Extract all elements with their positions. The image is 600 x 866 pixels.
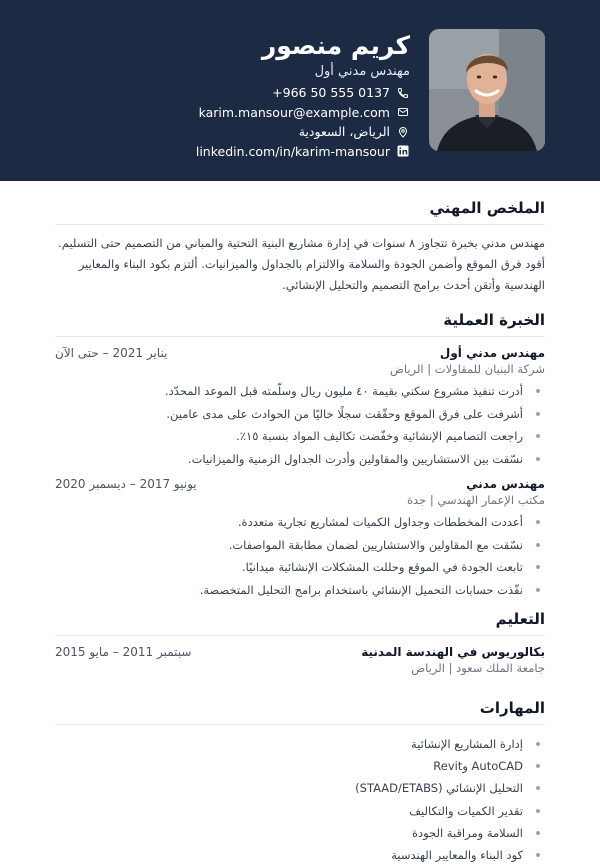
list-item: راجعت التصاميم الإنشائية وخفّضت تكاليف المواد بنسبة ١٥٪. xyxy=(55,425,545,448)
location-icon xyxy=(396,125,410,139)
resume-header xyxy=(0,0,600,181)
job-date: يونيو 2017 – ديسمبر 2020 xyxy=(55,477,197,491)
list-item: السلامة ومراقبة الجودة xyxy=(55,822,545,844)
person-role: مهندس مدني أول xyxy=(314,64,410,79)
summary-section xyxy=(55,198,545,296)
contact-location-text: الرياض، السعودية xyxy=(298,124,390,140)
list-item: تقدير الكميات والتكاليف xyxy=(55,800,545,822)
profile-photo xyxy=(429,29,545,151)
linkedin-icon xyxy=(396,144,410,158)
experience-title: الخبرة العملية xyxy=(55,310,545,337)
contact-linkedin[interactable] xyxy=(196,142,410,162)
phone-icon xyxy=(396,86,410,100)
job-entry xyxy=(55,476,545,601)
list-item: أدرت تنفيذ مشروع سكني بقيمة ٤٠ مليون ريال وسلّمته قبل الموعد المحدّد. xyxy=(55,380,545,403)
list-item: AutoCAD وRevit xyxy=(55,755,545,777)
list-item: نسّقت بين الاستشاريين والمقاولين وأدرت الجداول الزمنية والميزانيات. xyxy=(55,448,545,471)
contact-email-text: karim.mansour@example.com xyxy=(198,104,390,120)
degree-title: بكالوريوس في الهندسة المدنية xyxy=(361,645,545,659)
summary-text: مهندس مدني بخبرة تتجاوز ٨ سنوات في إدارة مشاريع البنية التحتية والمباني من التصميم حتى التسليم. أقود فرق الموقع وأضمن الجودة والسلامة والالتزام بالجداول والميزانيات. ألتزم بكود البناء والمعايير الهندسية وأتقن أحدث برامج التصميم والتحليل الإنشائي. xyxy=(58,236,545,292)
job-title: مهندس مدني xyxy=(466,477,545,491)
contact-phone[interactable] xyxy=(196,83,410,103)
list-item: كود البناء والمعايير الهندسية xyxy=(55,844,545,866)
person-name: كريم منصور xyxy=(261,31,410,60)
job-title: مهندس مدني أول xyxy=(439,346,545,360)
contact-linkedin-text: linkedin.com/in/karim-mansour xyxy=(195,143,390,159)
list-item: التحليل الإنشائي (STAAD/ETABS) xyxy=(55,777,545,799)
education-title: التعليم xyxy=(55,609,545,636)
job-entry xyxy=(55,345,545,470)
contact-phone-text: +966 50 555 0137 xyxy=(272,85,390,101)
education-section xyxy=(55,609,545,676)
job-bullets xyxy=(55,380,545,470)
job-bullets xyxy=(55,511,545,601)
list-item: أشرفت على فرق الموقع وحقّقت سجلًا خاليًا من الحوادث على مدى عامين. xyxy=(55,403,545,426)
education-date: سبتمبر 2011 – مايو 2015 xyxy=(55,645,192,659)
summary-title: الملخص المهني xyxy=(55,198,545,225)
header-text xyxy=(196,30,410,161)
email-icon xyxy=(396,105,410,119)
list-item: أعددت المخططات وجداول الكميات لمشاريع تجارية متعددة. xyxy=(55,511,545,534)
list-item: نفّذت حسابات التحميل الإنشائي باستخدام برامج التحليل المتخصصة. xyxy=(55,579,545,602)
list-item: تابعت الجودة في الموقع وحللت المشكلات الإنشائية ميدانيًا. xyxy=(55,556,545,579)
skills-list xyxy=(55,733,545,866)
skills-section xyxy=(55,698,545,866)
job-company: مكتب الإعمار الهندسي | جدة xyxy=(407,493,545,507)
skills-title: المهارات xyxy=(55,698,545,725)
contact-location xyxy=(196,122,410,142)
experience-section xyxy=(55,310,545,601)
contact-email[interactable] xyxy=(196,103,410,123)
school-name: جامعة الملك سعود | الرياض xyxy=(411,661,545,675)
list-item: نسّقت مع المقاولين والاستشاريين لضمان مطابقة المواصفات. xyxy=(55,534,545,557)
list-item: إدارة المشاريع الإنشائية xyxy=(55,733,545,755)
resume-body xyxy=(55,198,545,866)
contact-list xyxy=(196,83,410,161)
job-date: يناير 2021 – حتى الآن xyxy=(55,346,168,360)
profile-photo-image xyxy=(429,29,545,151)
job-company: شركة البنيان للمقاولات | الرياض xyxy=(389,362,545,376)
